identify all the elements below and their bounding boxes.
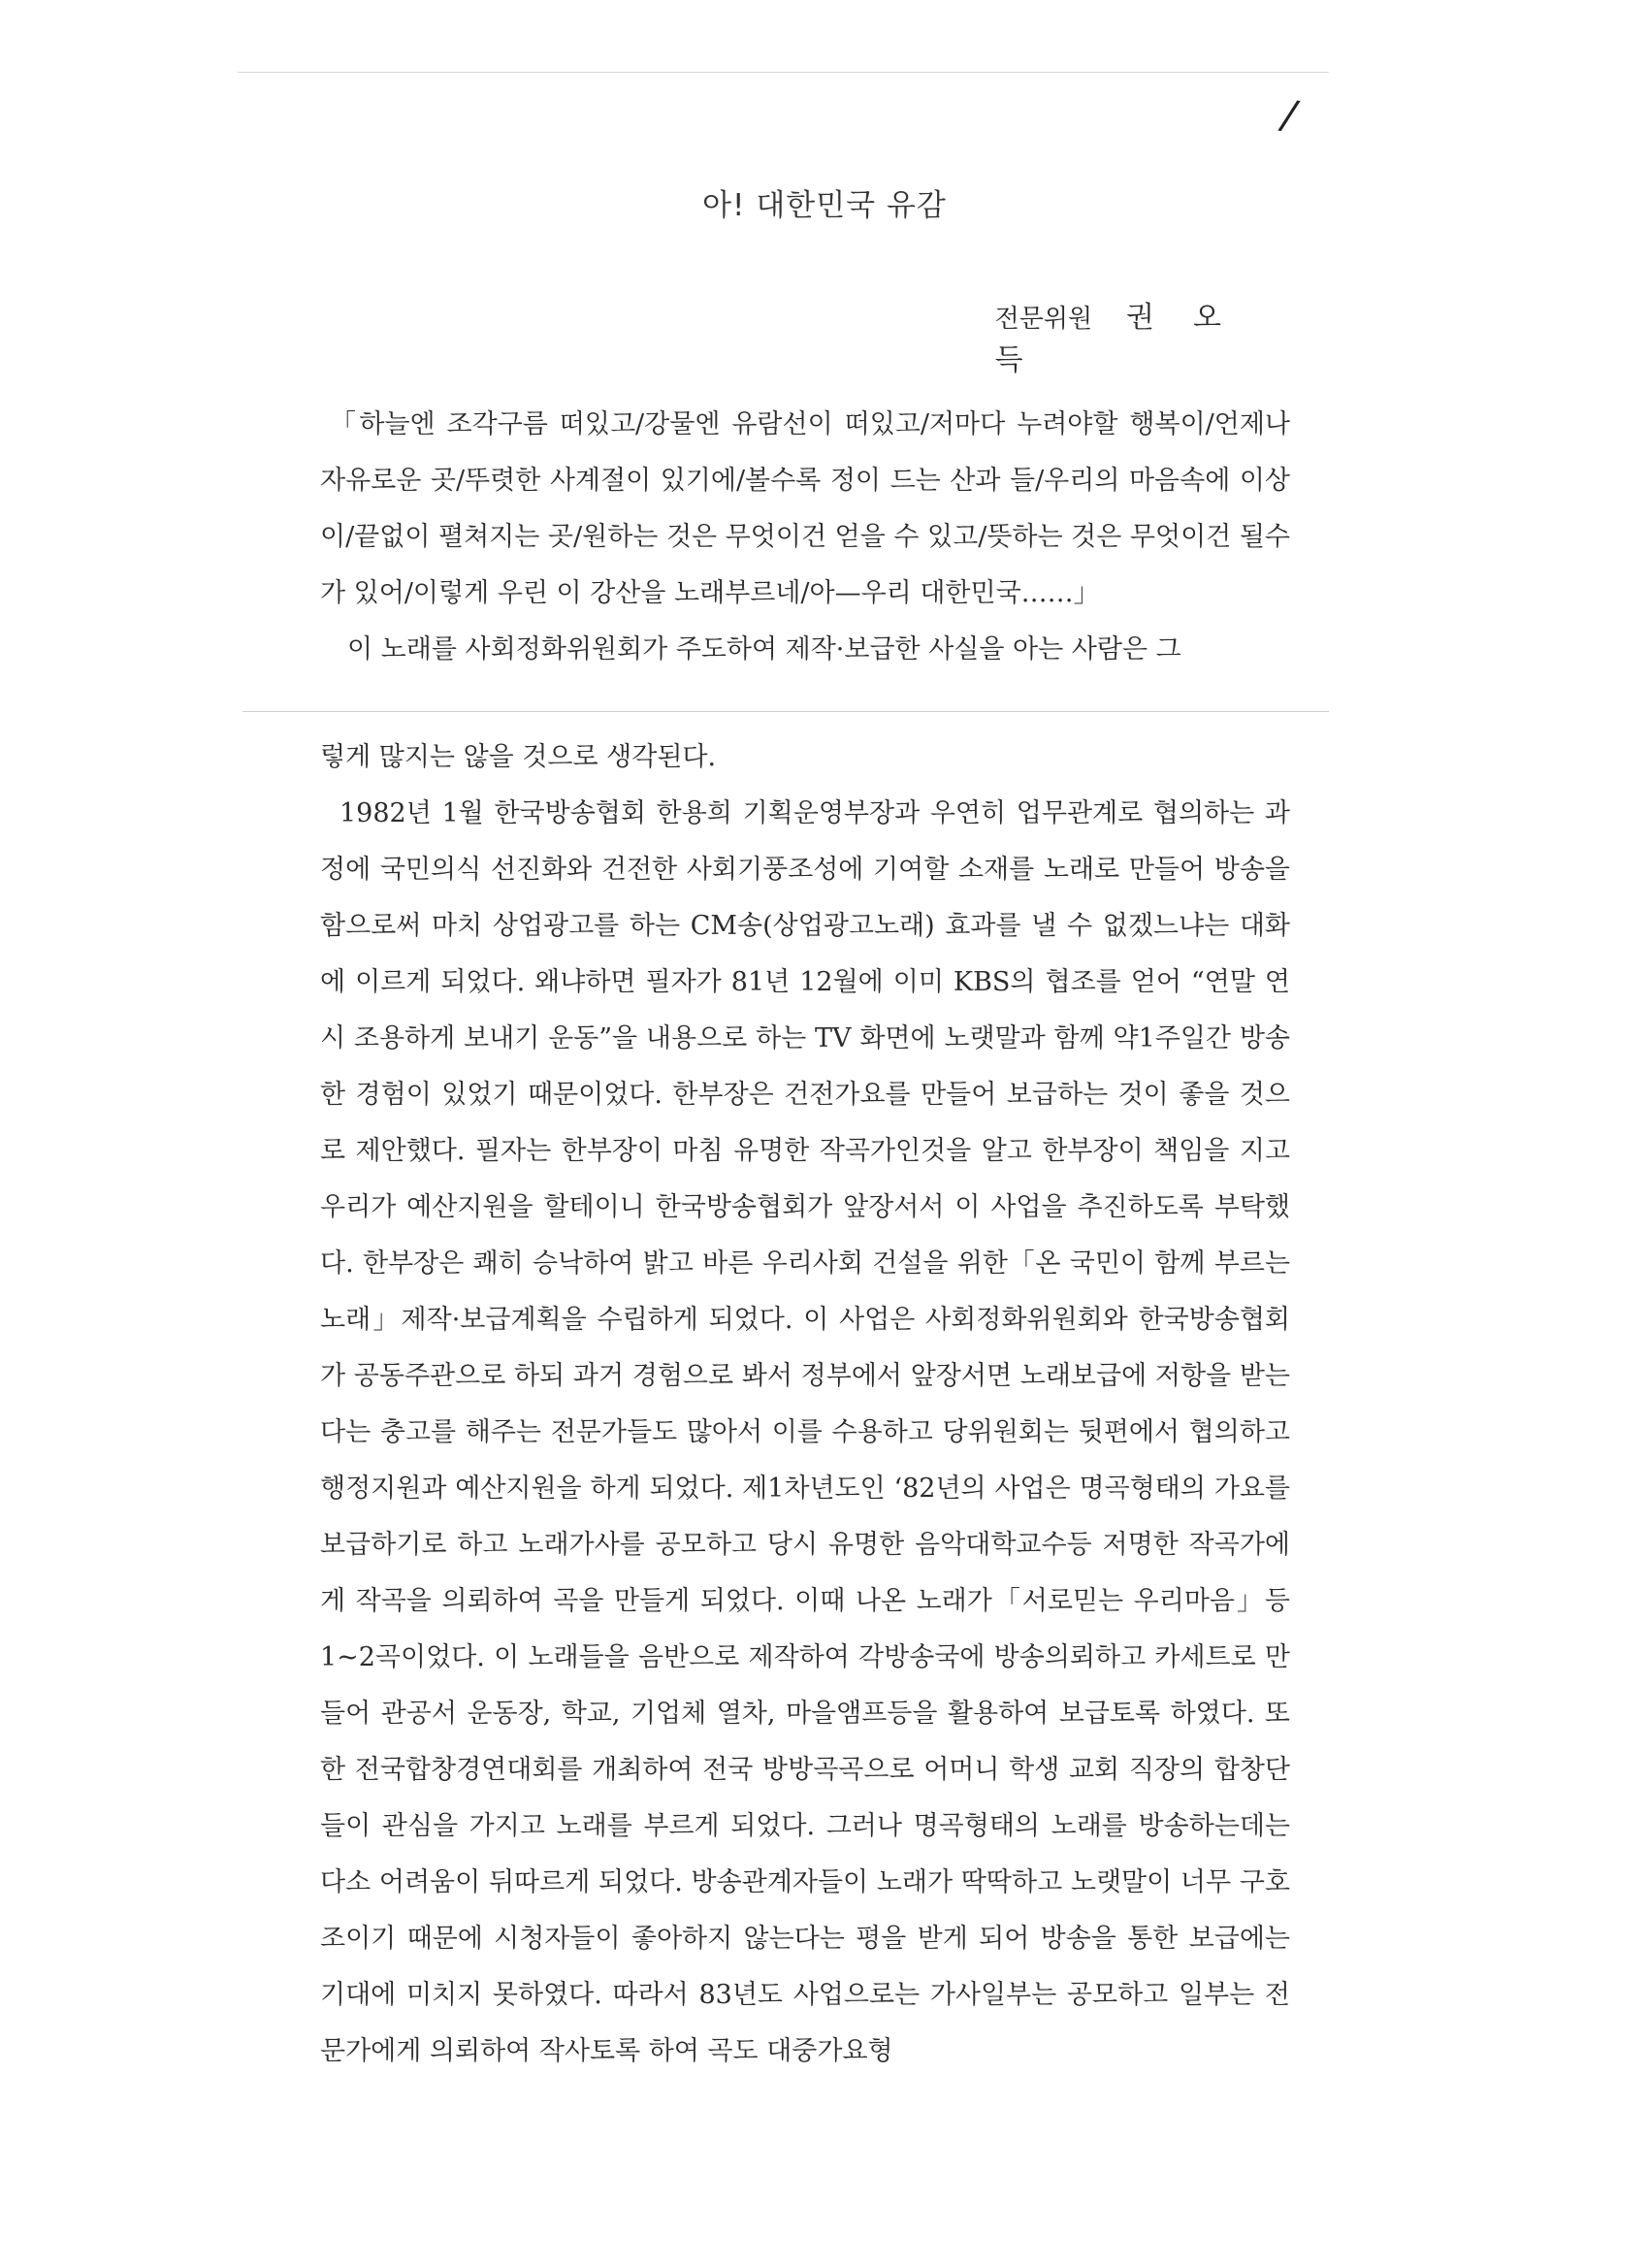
scan-edge-divider (242, 711, 1329, 712)
body-paragraph: 이 노래를 사회정화위원회가 주도하여 제작·보급한 사실을 아는 사람은 그 (347, 634, 1181, 664)
lyrics-paragraph: 「하늘엔 조각구름 떠있고/강물엔 유람선이 떠있고/저마다 누려야할 행복이/언제나 자유로운 곳/뚜렷한 사계절이 있기에/볼수록 정이 드는 산과 들/우리의 마음속에 이상이/끝없이 펼쳐지는 곳/원하는 것은 무엇이건 얻을 수 있고/뜻하는 것은 무엇이건 될수가 있어/이렇게 우린 이 강산을 노래부르네/아—우리 대한민국……」 (320, 409, 1290, 608)
body-text-bottom (320, 729, 1290, 2080)
scan-edge-top (238, 72, 1329, 73)
author-role: 전문위원 (994, 305, 1093, 334)
body-text-top (320, 397, 1290, 678)
page-number-mark: / (1279, 92, 1298, 139)
document-title: 아! 대한민국 유감 (702, 188, 947, 223)
author-line (995, 293, 1288, 378)
body-paragraph: 1982년 1월 한국방송협회 한용희 기획운영부장과 우연히 업무관계로 협의하는 과정에 국민의식 선진화와 건전한 사회기풍조성에 기여할 소재를 노래로 만들어 방송을 함으로써 마치 상업광고를 하는 CM송(상업광고노래) 효과를 낼 수 없겠느냐는 대화에 이르게 되었다. 왜냐하면 필자가 81년 12월에 이미 KBS의 협조를 얻어 “연말 연시 조용하게 보내기 운동”을 내용으로 하는 TV 화면에 노랫말과 함께 약1주일간 방송한 경험이 있었기 때문이었다. 한부장은 건전가요를 만들어 보급하는 것이 좋을 것으로 제안했다. 필자는 한부장이 마침 유명한 작곡가인것을 알고 한부장이 책임을 지고 우리가 예산지원을 할테이니 한국방송협회가 앞장서서 이 사업을 추진하도록 부탁했다. 한부장은 쾌히 승낙하여 밝고 바른 우리사회 건설을 위한「온 국민이 함께 부르는 노래」제작·보급계획을 수립하게 되었다. 이 사업은 사회정화위원회와 한국방송협회가 공동주관으로 하되 과거 경험으로 봐서 정부에서 앞장서면 노래보급에 저항을 받는다는 충고를 해주는 전문가들도 많아서 이를 수용하고 당위원회는 뒷편에서 협의하고 행정지원과 예산지원을 하게 되었다. 제1차년도인 ‘82년의 사업은 명곡형태의 가요를 보급하기로 하고 노래가사를 공모하고 당시 유명한 음악대학교수등 저명한 작곡가에게 작곡을 의뢰하여 곡을 만들게 되었다. 이때 나온 노래가「서로믿는 우리마음」등 1~2곡이었다. 이 노래들을 음반으로 제작하여 각방송국에 방송의뢰하고 카세트로 만들어 관공서 운동장, 학교, 기업체 열차, 마을앰프등을 활용하여 보급토록 하였다. 또한 전국합창경연대회를 개최하여 전국 방방곡곡으로 어머니 학생 교회 직장의 합창단들이 관심을 가지고 노래를 부르게 되었다. 그러나 명곡형태의 노래를 방송하는데는 다소 어려움이 뒤따르게 되었다. 방송관계자들이 노래가 딱딱하고 노랫말이 너무 구호조이기 때문에 시청자들이 좋아하지 않는다는 평을 받게 되어 방송을 통한 보급에는 기대에 미치지 못하였다. 따라서 83년도 사업으로는 가사일부는 공모하고 일부는 전문가에게 의뢰하여 작사토록 하여 곡도 대중가요형 (320, 798, 1290, 2066)
body-paragraph: 렇게 많지는 않을 것으로 생각된다. (320, 742, 717, 772)
author-name: 권오득 (994, 301, 1261, 377)
